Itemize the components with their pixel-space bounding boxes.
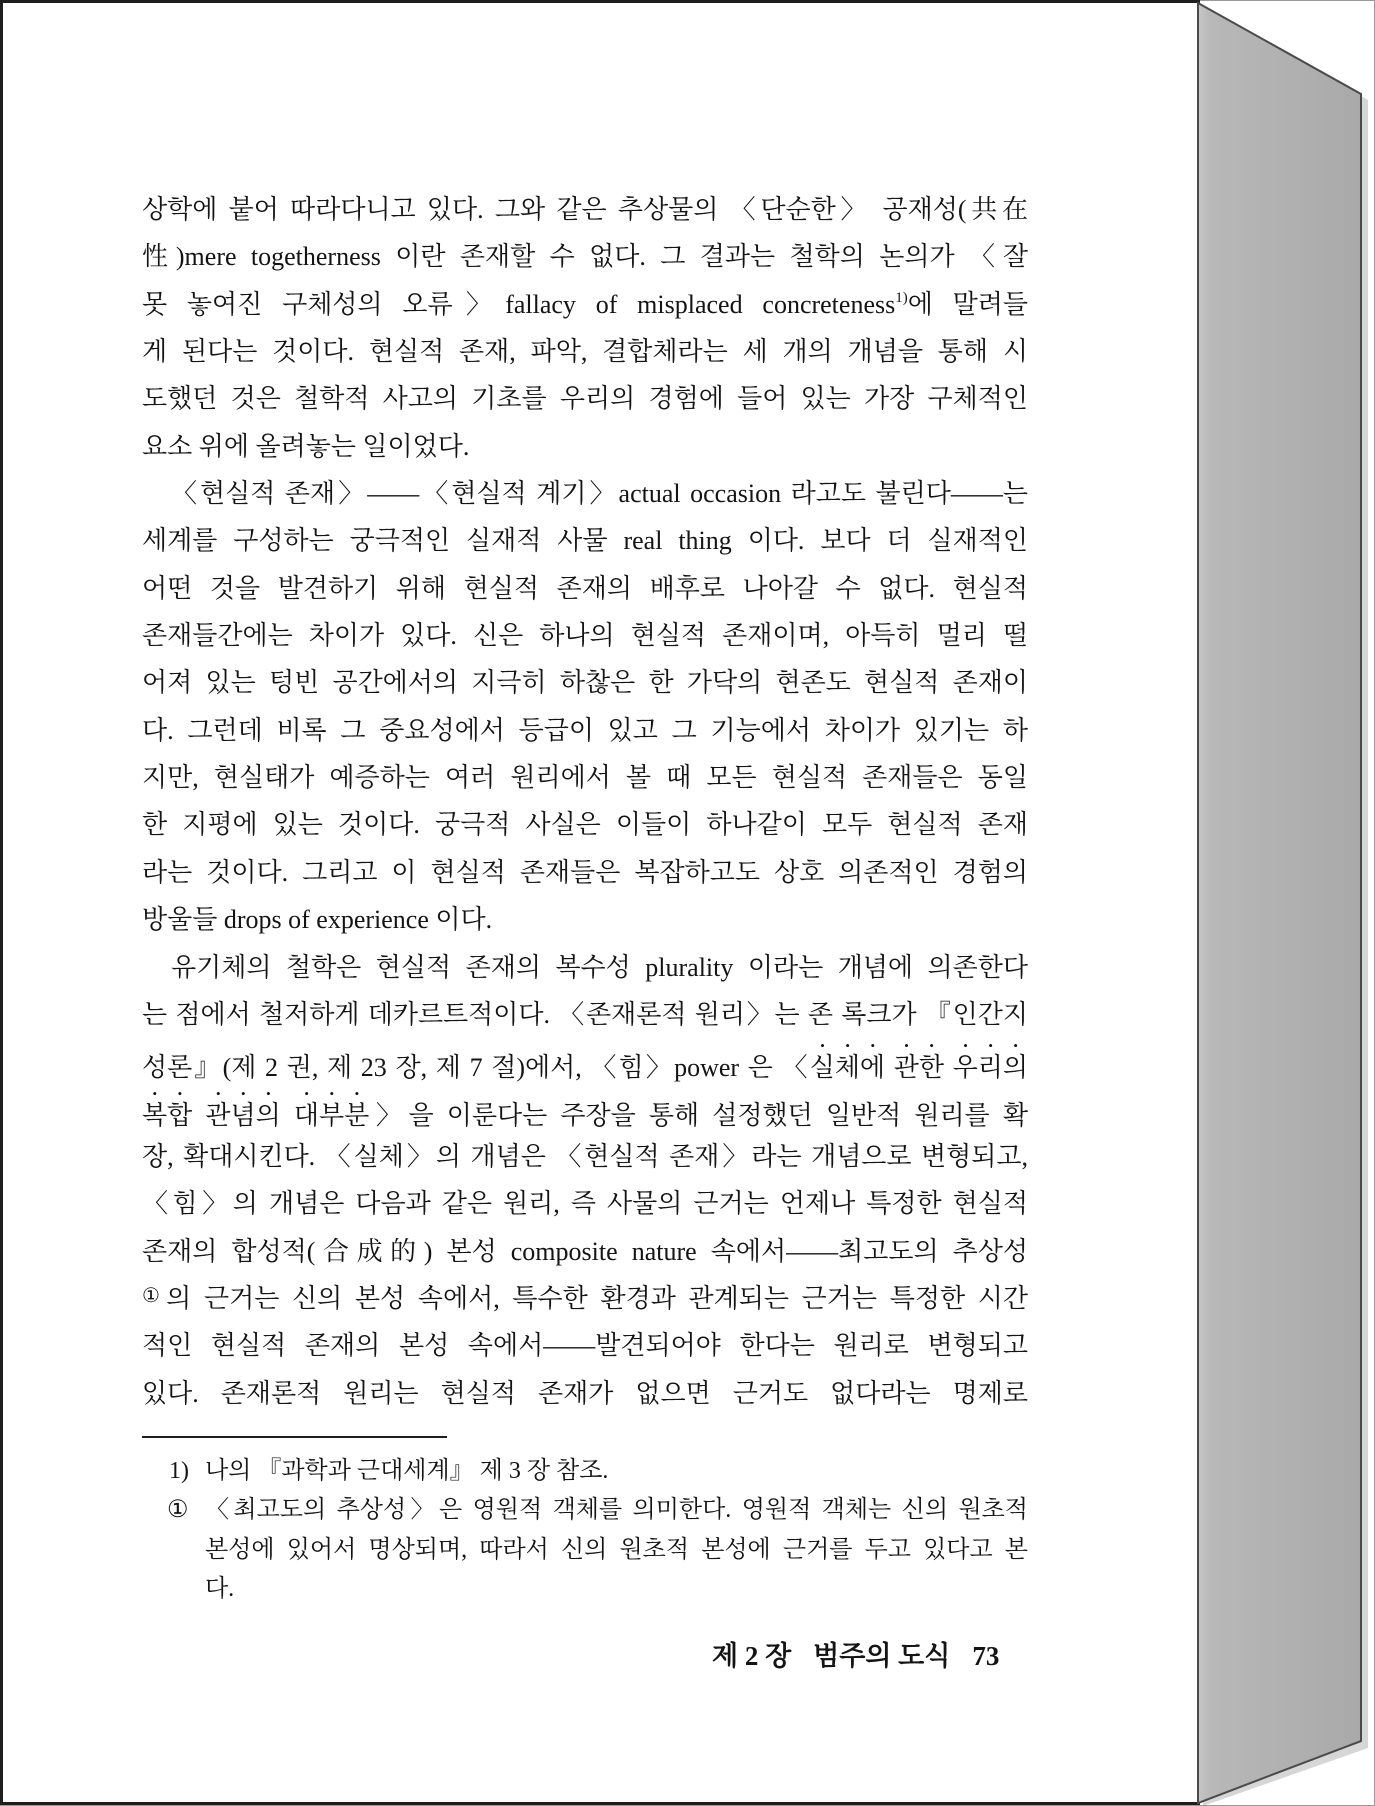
body-line: 장, 확대시킨다. 〈실체〉의 개념은 〈현실적 존재〉라는 개념으로 변형되고, bbox=[142, 1141, 1028, 1171]
body-line: 존재의 합성적(合成的) 본성 composite nature 속에서——최고도의 추상성 bbox=[142, 1236, 1028, 1266]
body-line bbox=[142, 1275, 1028, 1322]
page-number: 73 bbox=[972, 1641, 1000, 1671]
body-line: 세계를 구성하는 궁극적인 실재적 사물 real thing 이다. 보다 더 실재적인 bbox=[142, 526, 1028, 556]
body-line: 있다. 존재론적 원리는 현실적 존재가 없으면 근거도 없다라는 명제로 bbox=[142, 1378, 1028, 1408]
chapter-title: 범주의 도식 bbox=[813, 1641, 951, 1671]
body-line: 라는 것이다. 그리고 이 현실적 존재들은 복잡하고도 상호 의존적인 경험의 bbox=[142, 857, 1028, 887]
body-line bbox=[142, 1086, 1028, 1133]
emphasized-phrase: 복합 관념의 대부분 bbox=[142, 1100, 370, 1130]
body-line: 어져 있는 텅빈 공간에서의 지극히 하찮은 한 가닥의 현존도 현실적 존재이 bbox=[142, 668, 1028, 698]
body-line: 〈현실적 존재〉——〈현실적 계기〉actual occasion 라고도 불린다——는 bbox=[171, 479, 1028, 509]
page-edge bbox=[1198, 3, 1361, 1803]
footnote-text bbox=[205, 1452, 1028, 1492]
body-line-text: 에 말려들 bbox=[907, 289, 1028, 319]
body-line: 적인 현실적 존재의 본성 속에서——발견되어야 한다는 원리로 변형되고 bbox=[142, 1331, 1028, 1361]
body-line: 다. 그런데 비록 그 중요성에서 등급이 있고 그 기능에서 차이가 있기는 하 bbox=[142, 715, 1028, 745]
body-line: 지만, 현실태가 예증하는 여러 원리에서 볼 때 모든 현실적 존재들은 동일 bbox=[142, 763, 1028, 793]
body-line bbox=[142, 1038, 1028, 1085]
footnote-divider bbox=[142, 1436, 447, 1438]
body-line: 는 점에서 철저하게 데카르트적이다. 〈존재론적 원리〉는 존 록크가 『인간지 bbox=[142, 999, 1028, 1029]
body-line: 한 지평에 있는 것이다. 궁극적 사실은 이들이 하나같이 모두 현실적 존재 bbox=[142, 810, 1028, 840]
body-line: 〈힘〉의 개념은 다음과 같은 원리, 즉 사물의 근거는 언제나 특정한 현실적 bbox=[142, 1189, 1028, 1219]
body-line: 방울들 drops of experience 이다. bbox=[142, 905, 493, 935]
body-line-text: 의 근거는 신의 본성 속에서, 특수한 환경과 관계되는 근거는 특정한 시간 bbox=[166, 1283, 1028, 1313]
footnote-ref: 1) bbox=[895, 289, 908, 306]
body-line: 상학에 붙어 따라다니고 있다. 그와 같은 추상물의 〈단순한〉 공재성(共在 bbox=[142, 195, 1028, 224]
emphasized-phrase: 실체에 관한 우리의 bbox=[809, 1053, 1028, 1083]
body-line bbox=[142, 281, 1028, 328]
footnote-text bbox=[205, 1491, 1028, 1610]
footnote-line: 나의 『과학과 근대세계』 제 3 장 참조. bbox=[205, 1458, 609, 1484]
footnote-line: 〈최고도의 추상성〉은 영원적 객체를 의미한다. 영원적 객체는 신의 원초적 bbox=[205, 1497, 1028, 1523]
body-line: 도했던 것은 철학적 사고의 기초를 우리의 경험에 들어 있는 가장 구체적인 bbox=[142, 384, 1028, 414]
footnote-marker: ① bbox=[167, 1497, 189, 1523]
body-line: 존재들간에는 차이가 있다. 신은 하나의 현실적 존재이며, 아득히 멀리 떨 bbox=[142, 621, 1028, 651]
body-line: 어떤 것을 발견하기 위해 현실적 존재의 배후로 나아갈 수 없다. 현실적 bbox=[142, 573, 1028, 603]
body-line: 性)mere togetherness 이란 존재할 수 없다. 그 결과는 철학의 논의가 〈잘 bbox=[142, 242, 1028, 272]
body-line-text: 〉을 이룬다는 주장을 통해 설정했던 일반적 원리를 확 bbox=[369, 1100, 1029, 1130]
footnote-line: 본성에 있어서 명상되며, 따라서 신의 원초적 본성에 근거를 두고 있다고 본 bbox=[205, 1536, 1028, 1563]
footnote-ref: ① bbox=[142, 1284, 167, 1307]
body-line: 유기체의 철학은 현실적 존재의 복수성 plurality 이라는 개념에 의존한다 bbox=[171, 952, 1028, 982]
footnote-marker: 1) bbox=[169, 1458, 189, 1484]
running-footer bbox=[712, 1636, 999, 1676]
body-line: 게 된다는 것이다. 현실적 존재, 파악, 결합체라는 세 개의 개념을 통해 시 bbox=[142, 337, 1028, 367]
body-text bbox=[142, 186, 1028, 1417]
body-line-text: 못 놓여진 구체성의 오류〉fallacy of misplaced concreteness bbox=[142, 289, 896, 319]
body-line: 요소 위에 올려놓는 일이었다. bbox=[142, 431, 470, 461]
body-line-text: 성론』(제 2 권, 제 23 장, 제 7 절)에서, 〈힘〉power 은 〈 bbox=[142, 1053, 810, 1083]
footnote-line: 다. bbox=[205, 1576, 235, 1602]
chapter-number: 제 2 장 bbox=[712, 1641, 792, 1671]
